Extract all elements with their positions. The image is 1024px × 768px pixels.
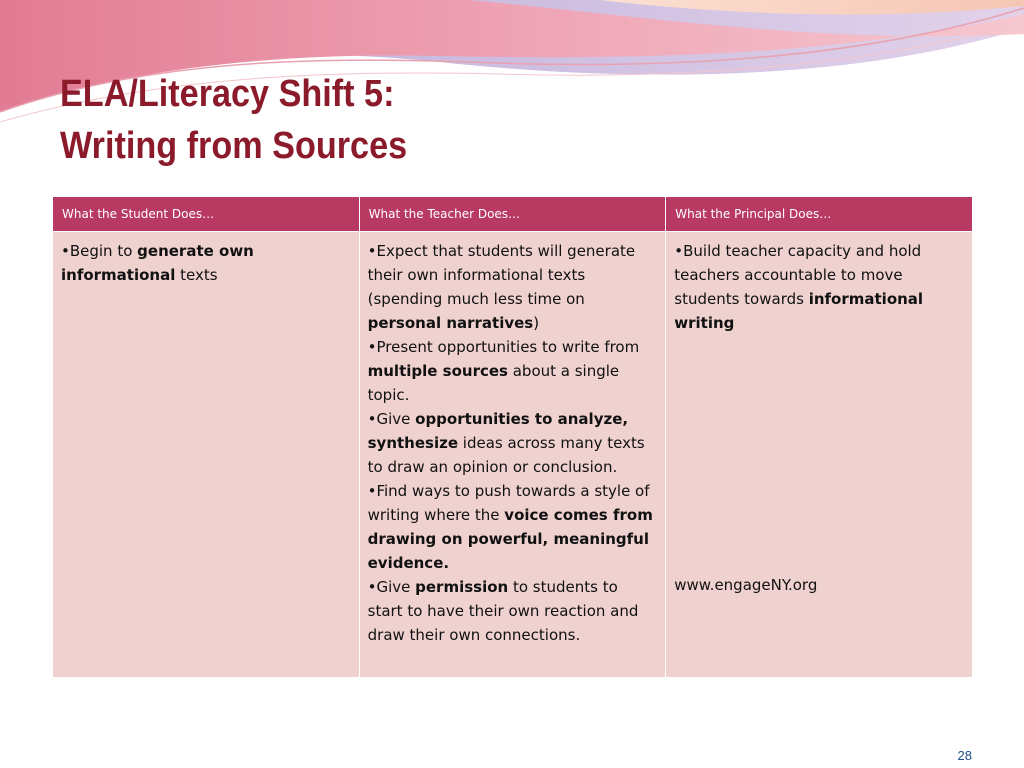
header-student: What the Student Does… — [53, 197, 360, 232]
teacher-bullet-2 — [368, 335, 658, 407]
text-run: texts — [175, 266, 218, 284]
student-cell — [53, 232, 360, 678]
table-header-row — [53, 197, 973, 232]
teacher-bullet-5 — [368, 575, 658, 647]
teacher-bullet-4 — [368, 479, 658, 575]
teacher-bullet-3 — [368, 407, 658, 479]
teacher-bullet-1 — [368, 239, 658, 335]
text-run: •Give — [367, 410, 416, 428]
title-line-2: Writing from Sources — [60, 125, 408, 167]
slide-title — [60, 68, 407, 172]
title-line-1: ELA/Literacy Shift 5: — [60, 73, 395, 115]
emphasis-text: generate own informational — [61, 242, 254, 284]
page-number: 28 — [957, 748, 972, 763]
engageny-url: www.engageNY.org — [674, 576, 818, 594]
text-run: to students to start to have their own reaction and draw their own connections. — [367, 578, 639, 644]
text-run: •Find ways to push towards a style of writing where the — [367, 482, 650, 524]
principal-cell — [666, 232, 973, 678]
text-run: •Expect that students will generate their own informational texts (spending much less time on — [367, 242, 636, 308]
student-bullet-1 — [61, 239, 351, 287]
emphasis-text: permission — [415, 578, 509, 596]
roles-table — [52, 196, 973, 678]
text-run: ideas across many texts to draw an opinion or conclusion. — [367, 434, 645, 476]
text-run: •Present opportunities to write from — [367, 338, 640, 356]
text-run: •Begin to — [61, 242, 138, 260]
teacher-cell — [359, 232, 666, 678]
text-run: ) — [533, 314, 540, 332]
emphasis-text: multiple sources — [367, 362, 508, 380]
text-run: •Give — [367, 578, 416, 596]
table-row — [53, 232, 973, 678]
header-teacher: What the Teacher Does… — [359, 197, 666, 232]
emphasis-text: informational writing — [674, 290, 924, 332]
emphasis-text: opportunities to analyze, synthesize — [367, 410, 629, 452]
emphasis-text: personal narratives — [367, 314, 534, 332]
principal-bullet-1 — [674, 239, 964, 335]
text-run: about a single topic. — [367, 362, 620, 404]
emphasis-text: voice comes from drawing on powerful, meaningful evidence. — [367, 506, 653, 572]
text-run: •Build teacher capacity and hold teachers accountable to move students towards — [674, 242, 922, 308]
header-principal: What the Principal Does… — [666, 197, 973, 232]
